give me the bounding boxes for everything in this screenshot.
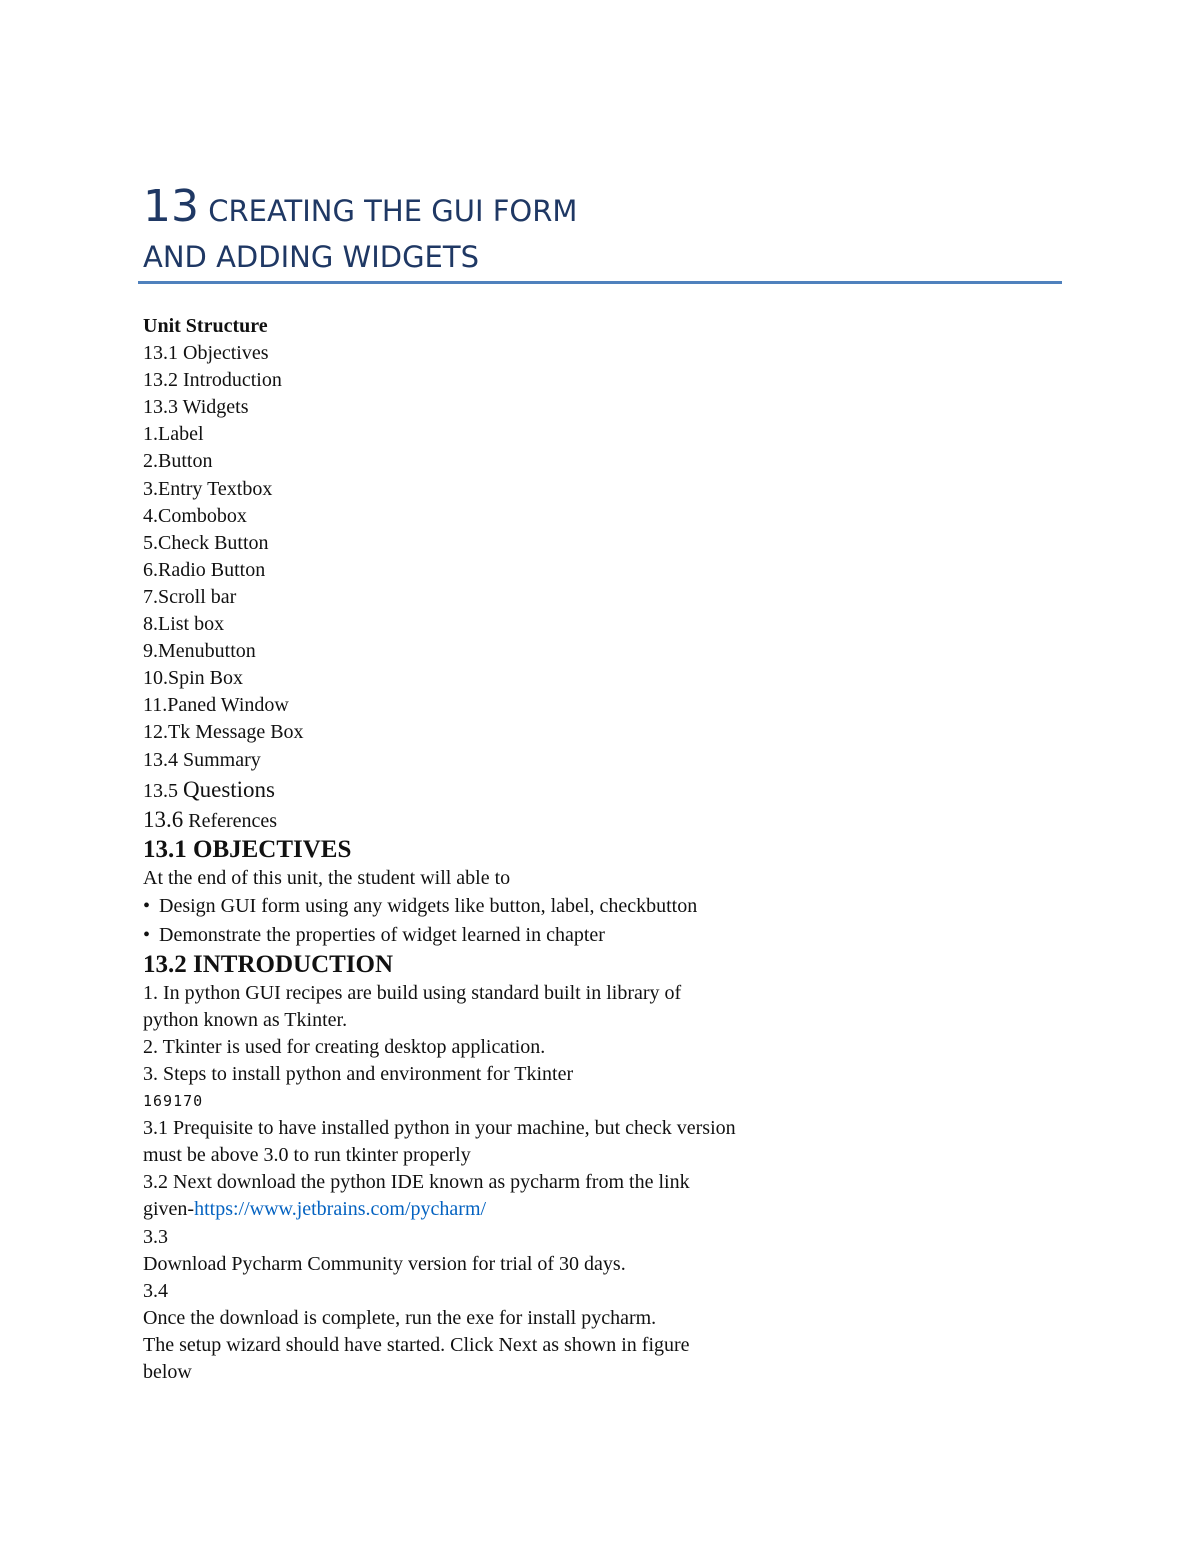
toc-references-label: References: [188, 809, 278, 832]
toc-questions-number: 13.5: [143, 779, 178, 802]
chapter-number: 13: [143, 181, 199, 232]
toc-item: 1.Label: [143, 423, 204, 446]
intro-paragraph: Once the download is complete, run the exe for install pycharm.: [143, 1306, 657, 1329]
link-prefix: given-: [143, 1198, 195, 1221]
toc-item: 13.4 Summary: [143, 748, 261, 771]
pycharm-download-link[interactable]: https://www.jetbrains.com/pycharm/: [194, 1198, 487, 1221]
objective-text: Design GUI form using any widgets like button, label, checkbutton: [159, 894, 698, 917]
toc-item: 3.Entry Textbox: [143, 477, 273, 500]
objectives-heading: 13.1 OBJECTIVES: [143, 835, 352, 863]
intro-paragraph: 2. Tkinter is used for creating desktop application.: [143, 1035, 546, 1058]
unit-structure-heading: Unit Structure: [143, 315, 268, 337]
toc-item: 11.Paned Window: [143, 694, 289, 717]
toc-item: 7.Scroll bar: [143, 585, 237, 608]
toc-item: 13.3 Widgets: [143, 396, 249, 419]
intro-paragraph: must be above 3.0 to run tkinter properly: [143, 1144, 471, 1167]
chapter-title: [143, 178, 1063, 278]
toc-item: 13.2 Introduction: [143, 369, 282, 392]
chapter-title-line-1: [143, 178, 1063, 236]
toc-item: 12.Tk Message Box: [143, 721, 304, 744]
objective-item: [143, 892, 1083, 921]
bullet-icon: •: [143, 894, 151, 917]
objective-text: Demonstrate the properties of widget learned in chapter: [159, 923, 605, 946]
intro-paragraph: 3. Steps to install python and environment for Tkinter: [143, 1062, 574, 1085]
intro-paragraph: 3.1 Prequisite to have installed python in your machine, but check version: [143, 1117, 736, 1140]
toc-item: 8.List box: [143, 613, 225, 636]
chapter-title-text-1: CREATING THE GUI FORM: [208, 194, 578, 228]
toc-item: 4.Combobox: [143, 504, 247, 527]
intro-paragraph: Download Pycharm Community version for trial of 30 days.: [143, 1252, 626, 1275]
objective-item: [143, 921, 1083, 950]
intro-paragraph: python known as Tkinter.: [143, 1008, 348, 1031]
chapter-title-line-2: AND ADDING WIDGETS: [143, 240, 479, 274]
toc-questions-label: Questions: [183, 776, 275, 802]
intro-paragraph: 3.2 Next download the python IDE known as pycharm from the link: [143, 1171, 690, 1194]
intro-paragraph: The setup wizard should have started. Click Next as shown in figure: [143, 1333, 690, 1356]
bullet-icon: •: [143, 923, 151, 946]
step-number: 3.4: [143, 1279, 168, 1302]
title-underline: [138, 281, 1062, 284]
toc-item: 5.Check Button: [143, 531, 269, 554]
intro-paragraph: below: [143, 1361, 192, 1383]
toc-item-questions: [143, 774, 1083, 805]
toc-references-number: 13.6: [143, 806, 184, 832]
toc-item: 9.Menubutton: [143, 640, 256, 663]
toc-item: 13.1 Objectives: [143, 342, 269, 365]
toc-item: 10.Spin Box: [143, 667, 244, 690]
step-number: 3.3: [143, 1225, 168, 1248]
toc-item: 2.Button: [143, 450, 213, 473]
intro-paragraph: 1. In python GUI recipes are build using standard built in library of: [143, 981, 682, 1004]
toc-item-references: [143, 805, 1083, 835]
page-code: 169170: [143, 1092, 204, 1111]
objectives-intro: At the end of this unit, the student will able to: [143, 866, 511, 889]
toc-item: 6.Radio Button: [143, 558, 266, 581]
document-body: [143, 313, 1083, 1386]
intro-paragraph-with-link: [143, 1196, 1083, 1223]
introduction-heading: 13.2 INTRODUCTION: [143, 950, 394, 978]
